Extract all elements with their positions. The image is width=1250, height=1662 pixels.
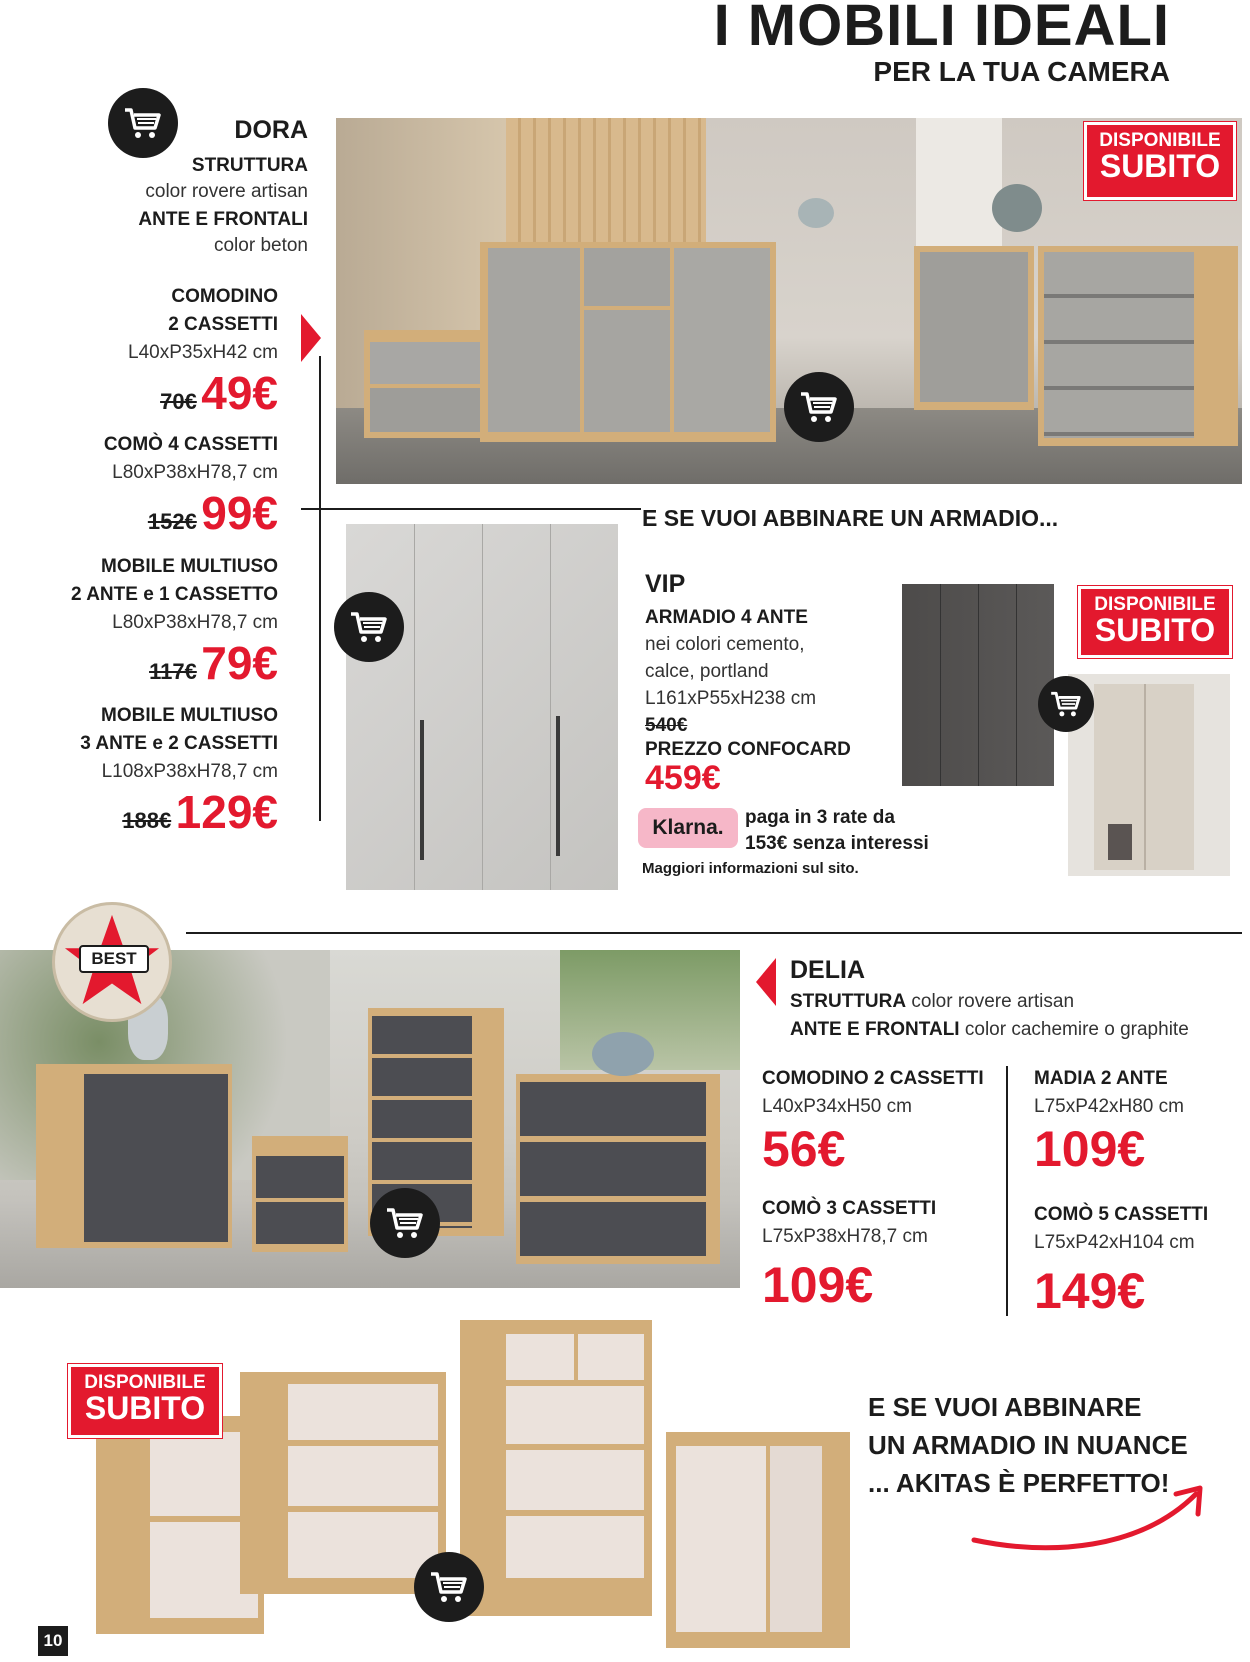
divider	[186, 932, 1242, 934]
akitas-line-3: ... AKITAS È PERFETTO!	[868, 1468, 1170, 1498]
vip-confocard: PREZZO CONFOCARD	[645, 739, 851, 760]
vip-dark-wardrobe-image	[902, 584, 1054, 786]
product-name: COMÒ 4 CASSETTI	[103, 434, 278, 455]
product-name: MADIA 2 ANTE	[1034, 1068, 1168, 1089]
delia-product-como-3	[762, 1198, 1002, 1314]
cart-icon[interactable]	[1038, 676, 1094, 732]
delia-name: DELIA	[790, 956, 865, 984]
divider	[319, 356, 321, 821]
dora-product-comodino	[60, 286, 278, 420]
page-subtitle: PER LA TUA CAMERA	[873, 56, 1170, 87]
old-price: 152€	[147, 509, 197, 534]
curved-arrow-icon	[970, 1480, 1220, 1560]
disponibile-subito-badge: DISPONIBILE SUBITO	[68, 1364, 222, 1438]
klarna-info: Maggiori informazioni sul sito.	[642, 860, 859, 877]
vip-desc-2: calce, portland	[645, 661, 769, 682]
dora-ante-value: color beton	[213, 235, 308, 256]
vip-desc-1: nei colori cemento,	[645, 634, 805, 655]
page-number: 10	[38, 1626, 68, 1656]
dora-ante-label: ANTE E FRONTALI	[138, 209, 308, 230]
divider	[1006, 1066, 1008, 1316]
disponibile-subito-badge: DISPONIBILE SUBITO	[1078, 586, 1232, 658]
cart-icon[interactable]	[784, 372, 854, 442]
product-dims: L108xP38xH78,7 cm	[101, 761, 278, 782]
delia-ante-value: color cachemire o graphite	[959, 1019, 1189, 1040]
product-name: COMODINO	[171, 286, 278, 307]
product-name: COMÒ 3 CASSETTI	[762, 1198, 937, 1219]
dora-struttura-value: color rovere artisan	[145, 181, 308, 202]
disponibile-subito-badge: DISPONIBILE SUBITO	[1084, 122, 1236, 200]
delia-product-comodino	[762, 1068, 1002, 1178]
cream-como-5-image	[460, 1320, 652, 1616]
cream-comodino-image	[96, 1416, 264, 1634]
vip-wardrobe-image	[346, 524, 618, 890]
product-name: COMODINO 2 CASSETTI	[762, 1068, 984, 1089]
price: 149€	[1034, 1263, 1146, 1319]
best-badge: BEST	[52, 902, 172, 1022]
product-name-2: 3 ANTE e 2 CASSETTI	[80, 733, 278, 754]
dora-struttura-label: STRUTTURA	[191, 155, 308, 176]
vip-name: VIP	[645, 570, 686, 598]
arrow-left-icon	[756, 958, 776, 1006]
dora-product-como	[60, 434, 278, 540]
product-name: MOBILE MULTIUSO	[101, 705, 278, 726]
price: 129€	[175, 786, 278, 838]
product-dims: L75xP38xH78,7 cm	[762, 1226, 928, 1247]
product-dims: L75xP42xH80 cm	[1034, 1096, 1184, 1117]
product-dims: L75xP42xH104 cm	[1034, 1232, 1195, 1253]
old-price: 117€	[149, 659, 197, 684]
vip-old-price: 540€	[645, 715, 688, 736]
divider	[301, 508, 641, 510]
product-dims: L40xP35xH42 cm	[128, 342, 278, 363]
old-price: 70€	[160, 389, 197, 414]
klarna-logo: Klarna.	[638, 808, 738, 848]
delia-struttura-value: color rovere artisan	[906, 991, 1075, 1012]
cart-icon[interactable]	[370, 1188, 440, 1258]
price: 109€	[762, 1257, 874, 1313]
delia-struttura-label: STRUTTURA	[790, 991, 907, 1012]
cart-icon[interactable]	[414, 1552, 484, 1622]
product-dims: L40xP34xH50 cm	[762, 1096, 912, 1117]
product-name: COMÒ 5 CASSETTI	[1034, 1204, 1209, 1225]
arrow-right-icon	[301, 314, 321, 362]
product-name-2: 2 ANTE e 1 CASSETTO	[71, 584, 278, 605]
cart-icon[interactable]	[334, 592, 404, 662]
delia-ante-label: ANTE E FRONTALI	[790, 1019, 960, 1040]
akitas-line-1: E SE VUOI ABBINARE	[868, 1392, 1142, 1422]
product-name: MOBILE MULTIUSO	[101, 556, 278, 577]
price: 109€	[1034, 1121, 1146, 1177]
klarna-text-2: 153€ senza interessi	[745, 833, 929, 854]
cream-madia-image	[666, 1432, 850, 1648]
product-name-2: 2 CASSETTI	[168, 314, 278, 335]
price: 49€	[201, 367, 278, 419]
klarna-text-1: paga in 3 rate da	[745, 807, 895, 828]
delia-product-madia	[1034, 1068, 1244, 1178]
akitas-line-2: UN ARMADIO IN NUANCE	[868, 1430, 1188, 1460]
dora-product-multiuso-2	[40, 556, 278, 690]
price: 56€	[762, 1121, 846, 1177]
vip-price: 459€	[645, 759, 721, 797]
vip-subtitle: ARMADIO 4 ANTE	[645, 607, 808, 628]
dora-name: DORA	[234, 116, 308, 144]
product-dims: L80xP38xH78,7 cm	[112, 612, 278, 633]
armadio-heading: E SE VUOI ABBINARE UN ARMADIO...	[642, 505, 1059, 531]
vip-dims: L161xP55xH238 cm	[645, 688, 817, 709]
page-title: I MOBILI IDEALI	[713, 0, 1170, 58]
dora-product-multiuso-3	[40, 705, 278, 839]
delia-product-como-5	[1034, 1204, 1244, 1320]
old-price: 188€	[122, 808, 172, 833]
price: 79€	[201, 637, 278, 689]
product-dims: L80xP38xH78,7 cm	[112, 462, 278, 483]
cream-como-3-image	[240, 1372, 446, 1594]
price: 99€	[201, 487, 278, 539]
